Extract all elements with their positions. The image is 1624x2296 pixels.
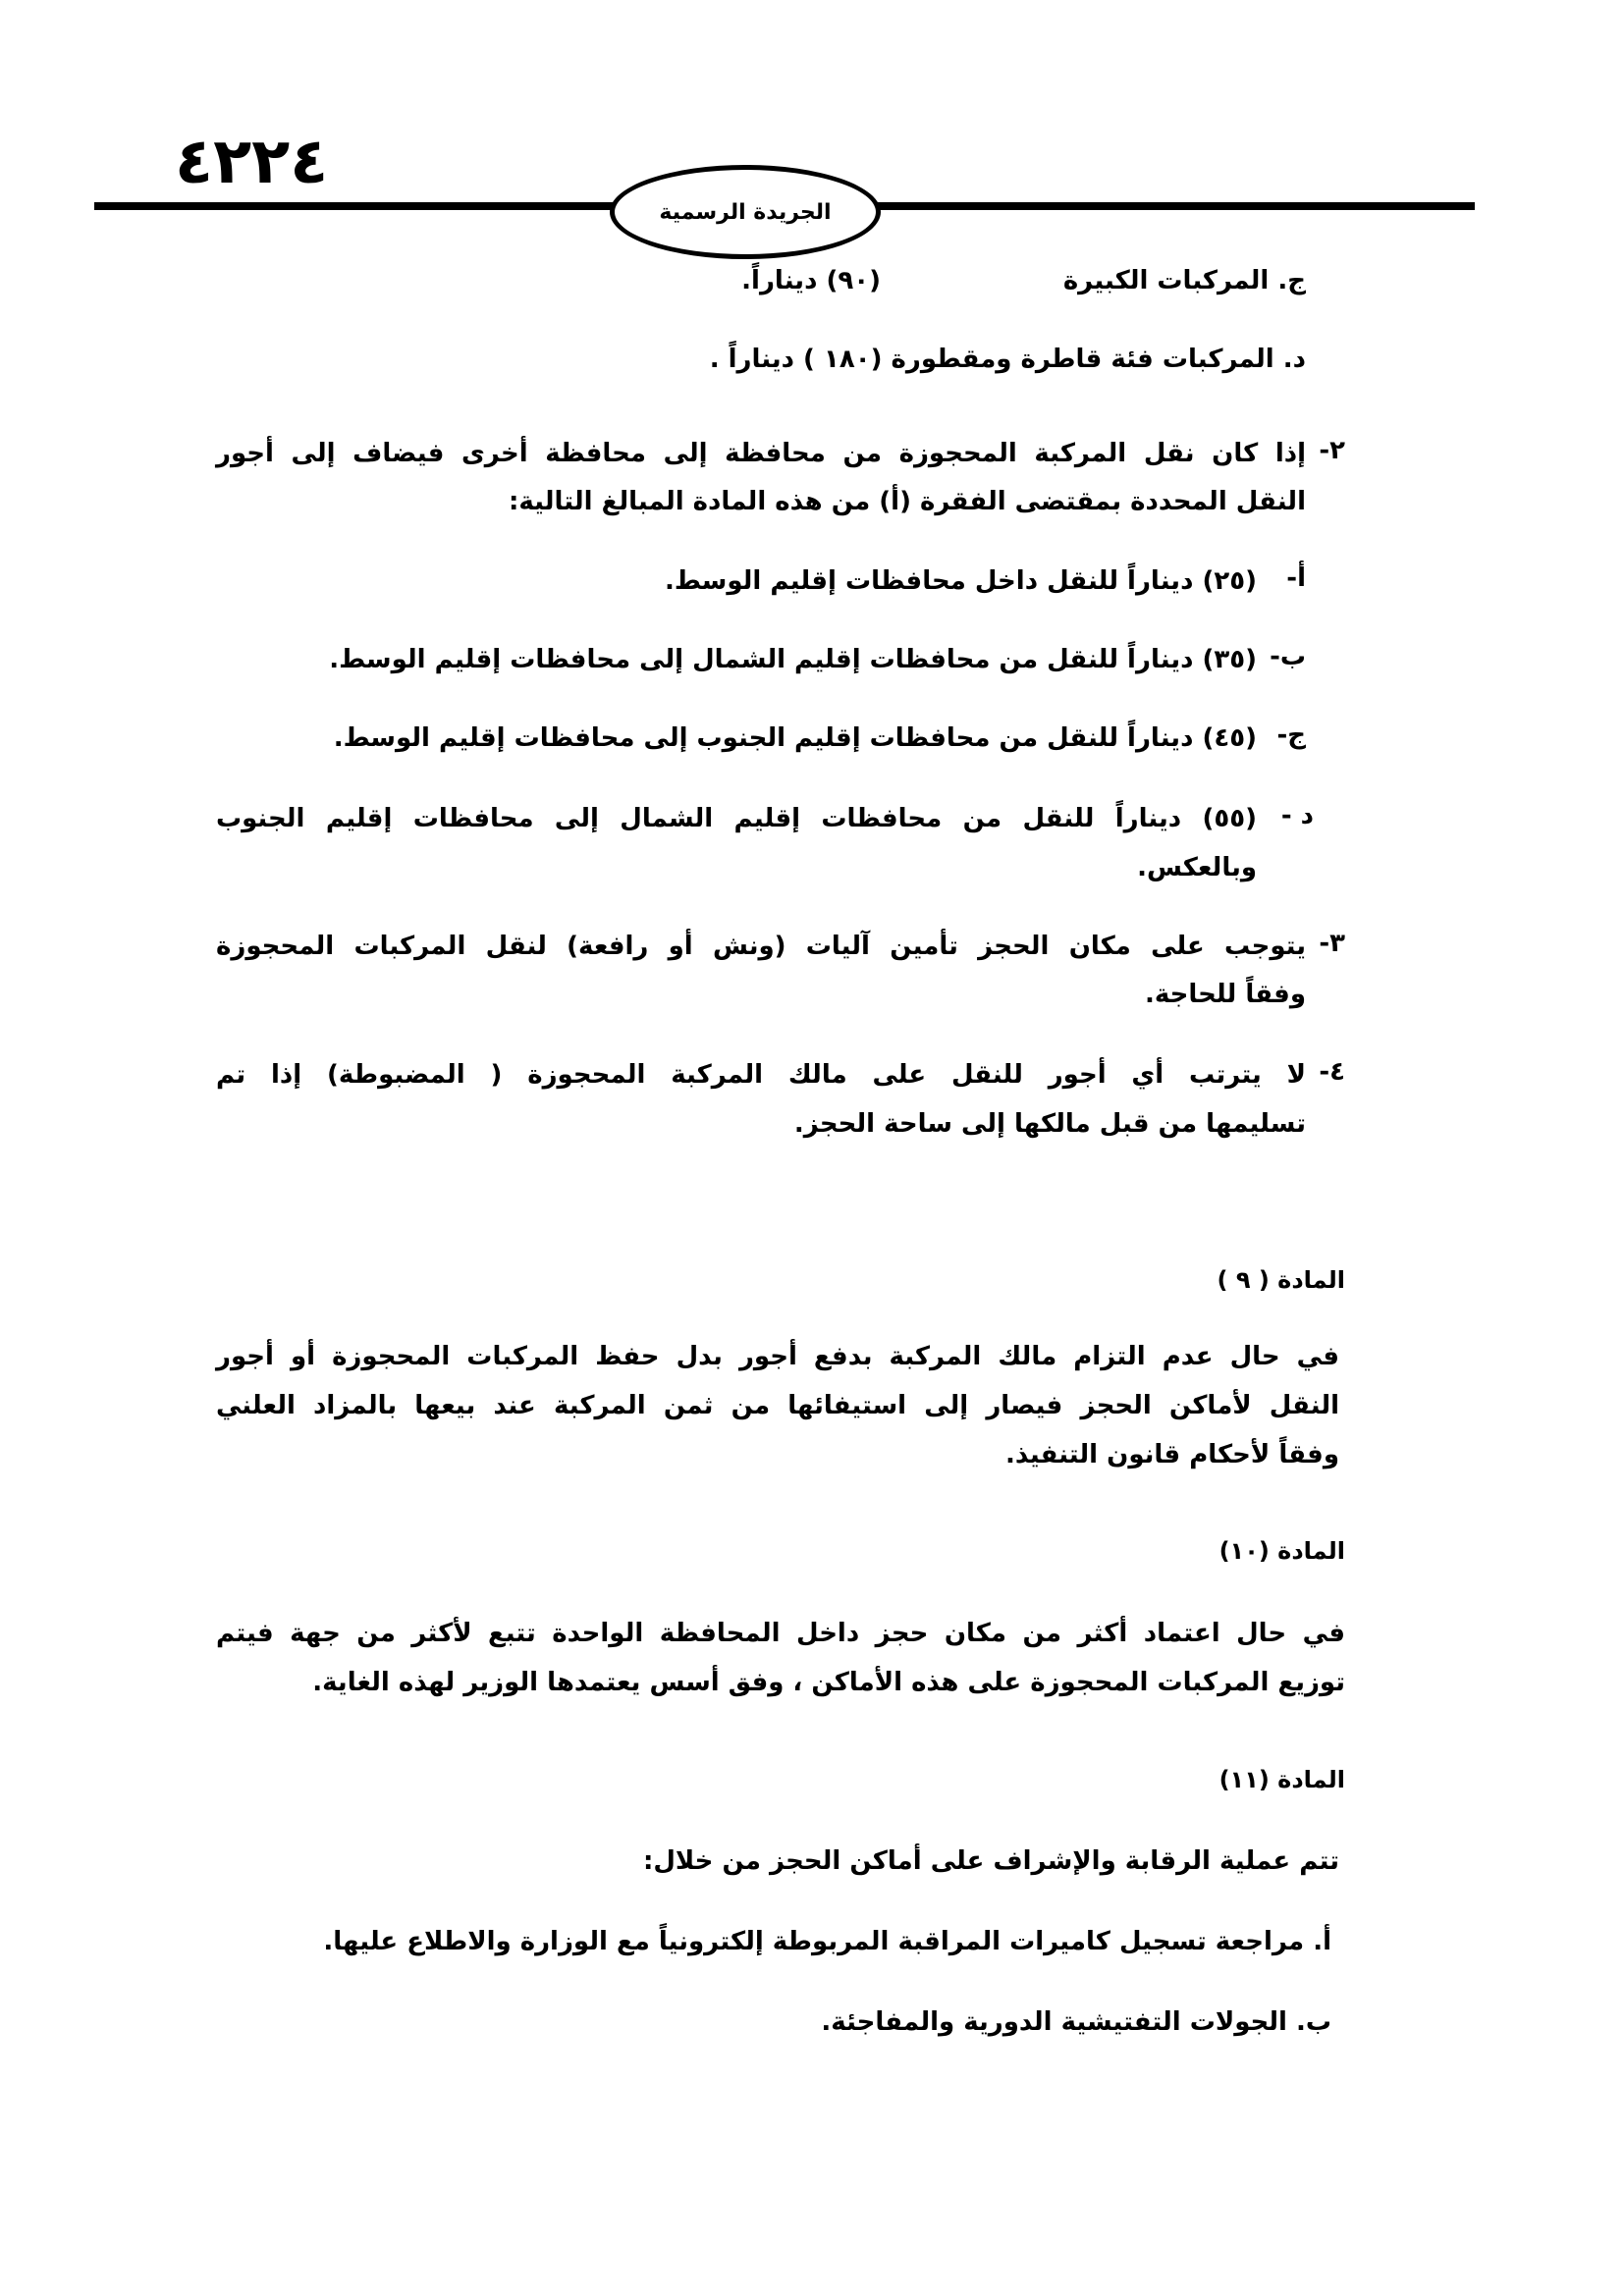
article-10-line-2: توزيع المركبات المحجوزة على هذه الأماكن ، وفق أسس يعتمدها الوزير لهذه الغاية. xyxy=(312,1668,1345,1697)
article-10-heading: المادة (١٠) xyxy=(1218,1537,1345,1565)
clause-4-line-1: لا يترتب أي أجور للنقل على مالك المركبة المحجوزة ( المضبوطة) إذا تم xyxy=(216,1060,1306,1090)
clause-4-line-2: تسليمها من قبل مالكها إلى ساحة الحجز. xyxy=(793,1109,1306,1139)
article-10-line-1: في حال اعتماد أكثر من مكان حجز داخل المحافظة الواحدة تتبع لأكثر من جهة فيتم xyxy=(216,1619,1345,1648)
clause-2-line-1: إذا كان نقل المركبة المحجوزة من محافظة إلى محافظة أخرى فيضاف إلى أجور xyxy=(216,439,1306,468)
article-11-heading: المادة (١١) xyxy=(1218,1766,1345,1793)
article-11-item-b: ب. الجولات التفتيشية الدورية والمفاجئة. xyxy=(821,2007,1331,2037)
sub-item-a-marker: أ- xyxy=(1286,563,1306,593)
gazette-title: الجريدة الرسمية xyxy=(659,199,832,225)
gazette-seal xyxy=(610,165,881,259)
clause-3-line-2: وفقاً للحاجة. xyxy=(1145,980,1306,1009)
sub-item-a-text: (٢٥) ديناراً للنقل داخل محافظات إقليم الوسط. xyxy=(665,566,1257,596)
article-9-line-2: النقل لأماكن الحجز فيصار إلى استيفائها من ثمن المركبة عند بيعها بالمزاد العلني xyxy=(216,1391,1339,1420)
clause-3-marker: ٣- xyxy=(1319,929,1345,958)
item-trailer-vehicles: د. المركبات فئة قاطرة ومقطورة (١٨٠ ) ديناراً . xyxy=(709,345,1306,374)
sub-item-d-line-1: (٥٥) ديناراً للنقل من محافظات إقليم الشمال إلى محافظات إقليم الجنوب xyxy=(216,804,1257,833)
clause-2-marker: ٢- xyxy=(1319,436,1345,465)
item-large-vehicles-label: ج. المركبات الكبيرة xyxy=(1062,266,1306,295)
article-9-heading: المادة ( ٩ ) xyxy=(1217,1266,1345,1294)
sub-item-b-marker: ب- xyxy=(1270,642,1306,671)
sub-item-d-marker: د - xyxy=(1280,801,1314,830)
item-large-vehicles-amount: (٩٠) ديناراً. xyxy=(741,266,881,295)
page-number: ٤٢٢٤ xyxy=(175,126,329,198)
clause-2-line-2: النقل المحددة بمقتضى الفقرة (أ) من هذه المادة المبالغ التالية: xyxy=(508,487,1306,516)
clause-4-marker: ٤- xyxy=(1319,1057,1345,1087)
sub-item-c-marker: ج- xyxy=(1276,721,1306,750)
sub-item-c-text: (٤٥) ديناراً للنقل من محافظات إقليم الجنوب إلى محافظات إقليم الوسط. xyxy=(333,723,1257,753)
sub-item-b-text: (٣٥) ديناراً للنقل من محافظات إقليم الشمال إلى محافظات إقليم الوسط. xyxy=(329,645,1257,674)
clause-3-line-1: يتوجب على مكان الحجز تأمين آليات (ونش أو رافعة) لنقل المركبات المحجوزة xyxy=(216,932,1306,961)
article-9-line-3: وفقاً لأحكام قانون التنفيذ. xyxy=(1004,1440,1339,1469)
article-11-item-a: أ. مراجعة تسجيل كاميرات المراقبة المربوطة إلكترونياً مع الوزارة والاطلاع عليها. xyxy=(323,1927,1331,1956)
sub-item-d-line-2: وبالعكس. xyxy=(1137,853,1257,882)
article-9-line-1: في حال عدم التزام مالك المركبة بدفع أجور بدل حفظ المركبات المحجوزة أو أجور xyxy=(216,1342,1339,1371)
article-11-intro: تتم عملية الرقابة والإشراف على أماكن الحجز من خلال: xyxy=(642,1846,1339,1876)
